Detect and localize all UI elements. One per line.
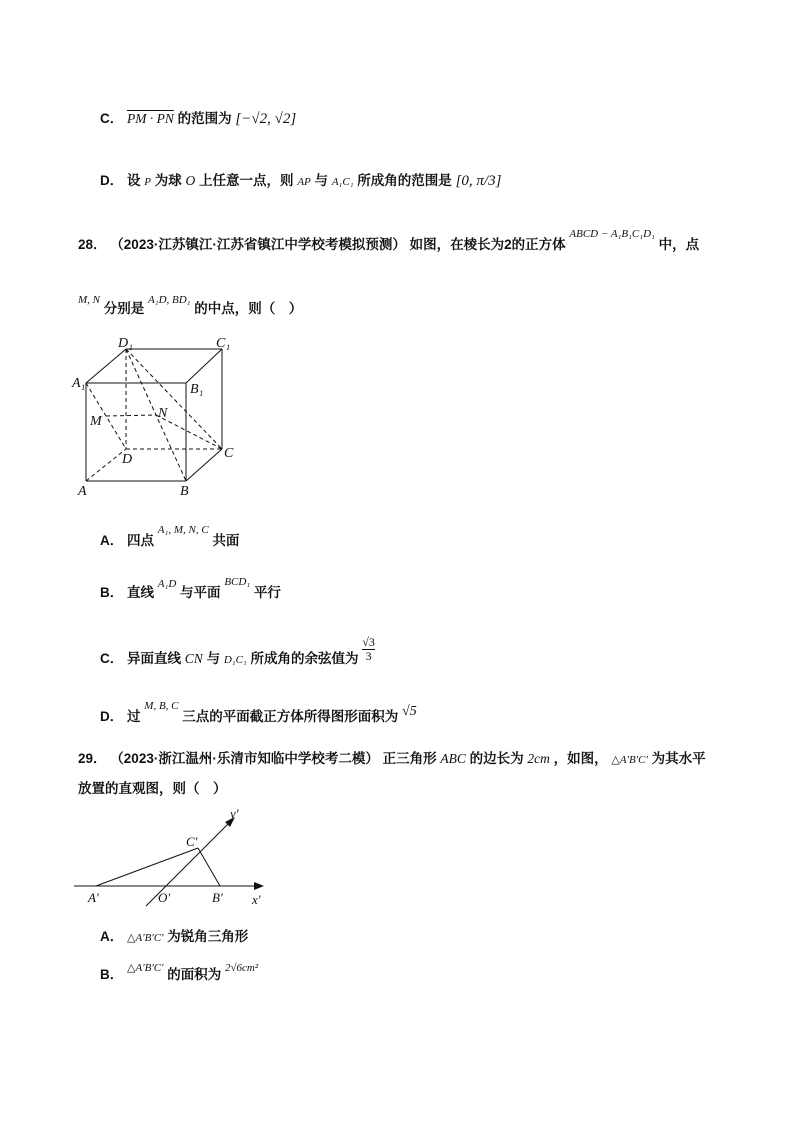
- label-N: N: [158, 406, 168, 421]
- label-A1: A₁: [72, 376, 86, 391]
- label-C1: C₁: [216, 336, 231, 351]
- question-29-stem-2: 放置的直观图，则（ ）: [78, 781, 227, 796]
- option-a-29: A． △A′B′C′ 为锐角三角形: [100, 929, 249, 944]
- label-x-prime: x′: [252, 892, 261, 907]
- option-c-prev: C． PM · PN 的范围为 [−√2, √2]: [100, 111, 297, 127]
- option-b: B． 直线 $^{A_1D}$ 与平面 $^{BCD_1}$ 平行: [100, 576, 281, 600]
- option-a: A． 四点 $^{A_1, M, N, C}$ 共面: [100, 524, 240, 548]
- option-d: D． 过 $^{M, B, C}$ 三点的平面截正方体所得图形面积为 √5: [100, 700, 417, 724]
- question-28-stem: 28． （2023·江苏镇江·江苏省镇江中学校考模拟预测） 如图，在棱长为2的正方体 $^{ABCD - A_1B_1C_1D_1}$ 中，点: [78, 228, 700, 252]
- label-O-prime: O′: [158, 890, 171, 905]
- option-b-29: B． $^{\triangle A'B'C'}$ 的面积为 $^{2√6cm^2}$: [100, 962, 259, 982]
- question-source: （2023·浙江温州·乐清市知临中学校考二模）: [110, 751, 379, 766]
- question-number: 29．: [78, 751, 107, 766]
- label-B: B: [180, 484, 189, 499]
- label-B1: B₁: [190, 382, 204, 397]
- question-source: （2023·江苏镇江·江苏省镇江中学校考模拟预测）: [110, 237, 406, 252]
- label-B-prime: B′: [212, 890, 223, 905]
- vector-expression: PM · PN: [127, 111, 174, 126]
- cube-figure: [70, 335, 250, 500]
- option-d-prev: D． 设 P 为球 O 上任意一点，则 AP 与 A₁C₁ 所成角的范围是 [0, π/3]: [100, 173, 502, 189]
- label-M: M: [90, 414, 102, 429]
- label-A: A: [78, 484, 87, 499]
- question-28-stem-2: $^{M, N}$ 分别是 $^{A_1D, BD_1}$ 的中点，则（ ）: [78, 294, 303, 316]
- label-y-prime: y′: [230, 808, 239, 821]
- label-A-prime: A′: [88, 890, 99, 905]
- range-expression: [0, π/3]: [455, 173, 502, 189]
- range-expression: [−√2, √2]: [235, 111, 297, 127]
- question-29-stem: 29． （2023·浙江温州·乐清市知临中学校考二模） 正三角形 ABC 的边长为 2cm ，如图， △A′B′C′ 为其水平: [78, 751, 706, 766]
- label-D1: D₁: [118, 336, 133, 351]
- label-C-prime: C′: [186, 834, 198, 849]
- option-c: C． 异面直线 CN 与 D₁C₁ 所成角的余弦值为 $\frac{√3}{3}$: [100, 635, 375, 667]
- label-D: D: [122, 452, 133, 467]
- question-number: 28．: [78, 237, 107, 252]
- fraction: $\frac{√3}{3}$: [362, 635, 375, 663]
- oblique-figure: [70, 808, 280, 908]
- label-C: C: [224, 446, 234, 461]
